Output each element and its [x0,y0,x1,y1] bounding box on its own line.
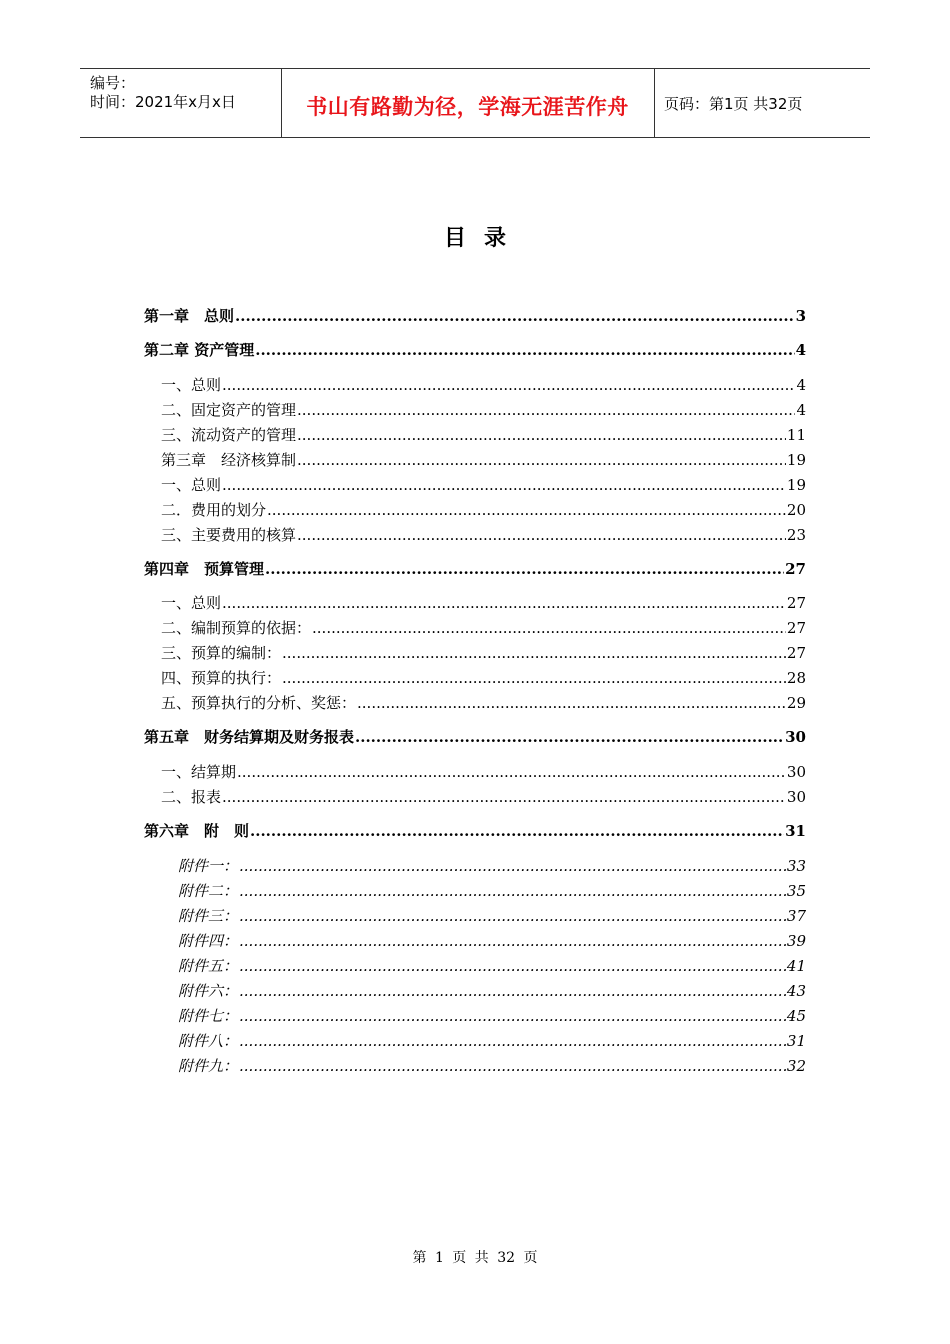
toc-entry-page-number: 29 [786,694,806,712]
toc-dot-leader [222,594,786,612]
toc-entry-label: 第四章 预算管理 [144,560,265,578]
toc-entry-label: 三、预算的编制： [161,644,282,662]
toc-entry[interactable] [178,1030,806,1051]
page-header [80,68,870,138]
toc-entry[interactable] [178,930,806,951]
toc-entry-label: 第二章 资产管理 [144,341,255,359]
toc-dot-leader [222,376,795,394]
toc-dot-leader [297,526,786,544]
toc-entry[interactable] [161,761,806,782]
toc-entry[interactable] [178,1005,806,1026]
toc-entry-page-number: 31 [785,822,806,840]
toc-entry[interactable] [161,449,806,470]
toc-dot-leader [255,341,794,359]
toc-entry[interactable] [178,955,806,976]
toc-entry-label: 附件四： [178,932,239,950]
toc-entry-page-number: 23 [786,526,806,544]
toc-entry[interactable] [161,592,806,613]
toc-dot-leader [250,822,784,840]
toc-entry-label: 第一章 总则 [144,307,235,325]
header-page-info: 页码：第1页 共32页 [664,95,803,113]
toc-entry-page-number: 43 [786,982,806,1000]
toc-entry[interactable] [178,880,806,901]
toc-entry[interactable] [161,524,806,545]
toc-entry-page-number: 20 [786,501,806,519]
toc-entry-page-number: 19 [786,451,806,469]
toc-entry-label: 附件五： [178,957,239,975]
toc-entry-label: 附件一： [178,857,239,875]
page-footer: 第 1 页 共 32 页 [412,1250,538,1266]
toc-entry-page-number: 41 [786,957,806,975]
toc-entry[interactable] [144,558,806,579]
toc-dot-leader [222,788,786,806]
toc-entry-label: 一、总则 [161,476,222,494]
toc-dot-leader [239,882,786,900]
toc-entry-label: 一、总则 [161,594,222,612]
toc-entry-label: 附件八： [178,1032,239,1050]
toc-entry-page-number: 4 [795,341,806,359]
toc-entry-page-number: 27 [786,619,806,637]
toc-entry[interactable] [161,786,806,807]
toc-entry-label: 一、结算期 [161,763,237,781]
toc-entry[interactable] [144,339,806,360]
toc-entry-label: 附件二： [178,882,239,900]
toc-entry-page-number: 37 [786,907,806,925]
toc-entry-page-number: 32 [786,1057,806,1075]
toc-entry-label: 附件九： [178,1057,239,1075]
toc-dot-leader [239,1057,786,1075]
toc-dot-leader [297,401,795,419]
toc-entry-page-number: 30 [786,763,806,781]
toc-dot-leader [239,907,786,925]
toc-entry[interactable] [144,820,806,841]
toc-entry-label: 三、流动资产的管理 [161,426,297,444]
toc-dot-leader [239,1032,786,1050]
toc-entry[interactable] [161,474,806,495]
toc-entry-label: 四、预算的执行： [161,669,282,687]
toc-entry[interactable] [144,726,806,747]
toc-entry[interactable] [178,855,806,876]
toc-entry-label: 二、固定资产的管理 [161,401,297,419]
toc-entry-page-number: 33 [786,857,806,875]
toc-entry[interactable] [178,980,806,1001]
header-motto-cell [281,69,655,137]
toc-entry-label: 第三章 经济核算制 [161,451,297,469]
toc-entry[interactable] [178,1055,806,1076]
toc-dot-leader [297,426,786,444]
toc-entry-label: 第六章 附 则 [144,822,250,840]
header-page-cell [655,69,870,137]
toc-entry-page-number: 19 [786,476,806,494]
toc-entry-label: 附件六： [178,982,239,1000]
toc-entry-label: 附件三： [178,907,239,925]
toc-entry[interactable] [161,499,806,520]
toc-entry[interactable] [161,424,806,445]
toc-entry-page-number: 30 [785,728,806,746]
header-meta-cell [80,69,282,137]
toc-dot-leader [267,501,786,519]
toc-entry-label: 二、报表 [161,788,222,806]
toc-entry-page-number: 35 [786,882,806,900]
toc-entry[interactable] [161,617,806,638]
toc-entry[interactable] [161,642,806,663]
toc-entry-label: 二、编制预算的依据： [161,619,312,637]
toc-dot-leader [282,644,786,662]
toc-entry-page-number: 28 [786,669,806,687]
toc-entry-page-number: 4 [796,376,806,394]
toc-entry-label: 二．费用的划分 [161,501,267,519]
toc-entry-label: 附件七： [178,1007,239,1025]
date-label: 时间：2021年x月x日 [90,93,236,111]
toc-dot-leader [239,957,786,975]
toc-entry-page-number: 27 [785,560,806,578]
toc-entry[interactable] [178,905,806,926]
toc-dot-leader [312,619,786,637]
toc-dot-leader [357,694,786,712]
toc-dot-leader [265,560,784,578]
toc-dot-leader [239,932,786,950]
toc-entry-page-number: 27 [786,644,806,662]
toc-dot-leader [297,451,786,469]
toc-entry-label: 一、总则 [161,376,222,394]
toc-entry-label: 三、主要费用的核算 [161,526,297,544]
toc-entry-page-number: 27 [786,594,806,612]
toc-entry-label: 五、预算执行的分析、奖惩： [161,694,357,712]
toc-entry-page-number: 39 [786,932,806,950]
serial-number-label: 编号： [90,74,136,92]
toc-entry[interactable] [161,692,806,713]
toc-entry[interactable] [144,305,806,326]
toc-entry-page-number: 31 [786,1032,806,1050]
toc-entry[interactable] [161,399,806,420]
toc-dot-leader [222,476,786,494]
page-title: 目录 [443,225,524,251]
toc-dot-leader [239,1007,786,1025]
toc-dot-leader [355,728,784,746]
toc-entry-page-number: 11 [786,426,806,444]
toc-entry-page-number: 30 [786,788,806,806]
toc-entry[interactable] [161,667,806,688]
toc-dot-leader [282,669,786,687]
toc-entry-page-number: 45 [786,1007,806,1025]
toc-dot-leader [237,763,786,781]
toc-dot-leader [235,307,795,325]
toc-dot-leader [239,982,786,1000]
toc-entry-label: 第五章 财务结算期及财务报表 [144,728,355,746]
toc-entry[interactable] [161,374,806,395]
header-motto: 书山有路勤为径，学海无涯苦作舟 [306,94,629,119]
toc-dot-leader [239,857,786,875]
toc-entry-page-number: 4 [796,401,806,419]
toc-entry-page-number: 3 [795,307,806,325]
